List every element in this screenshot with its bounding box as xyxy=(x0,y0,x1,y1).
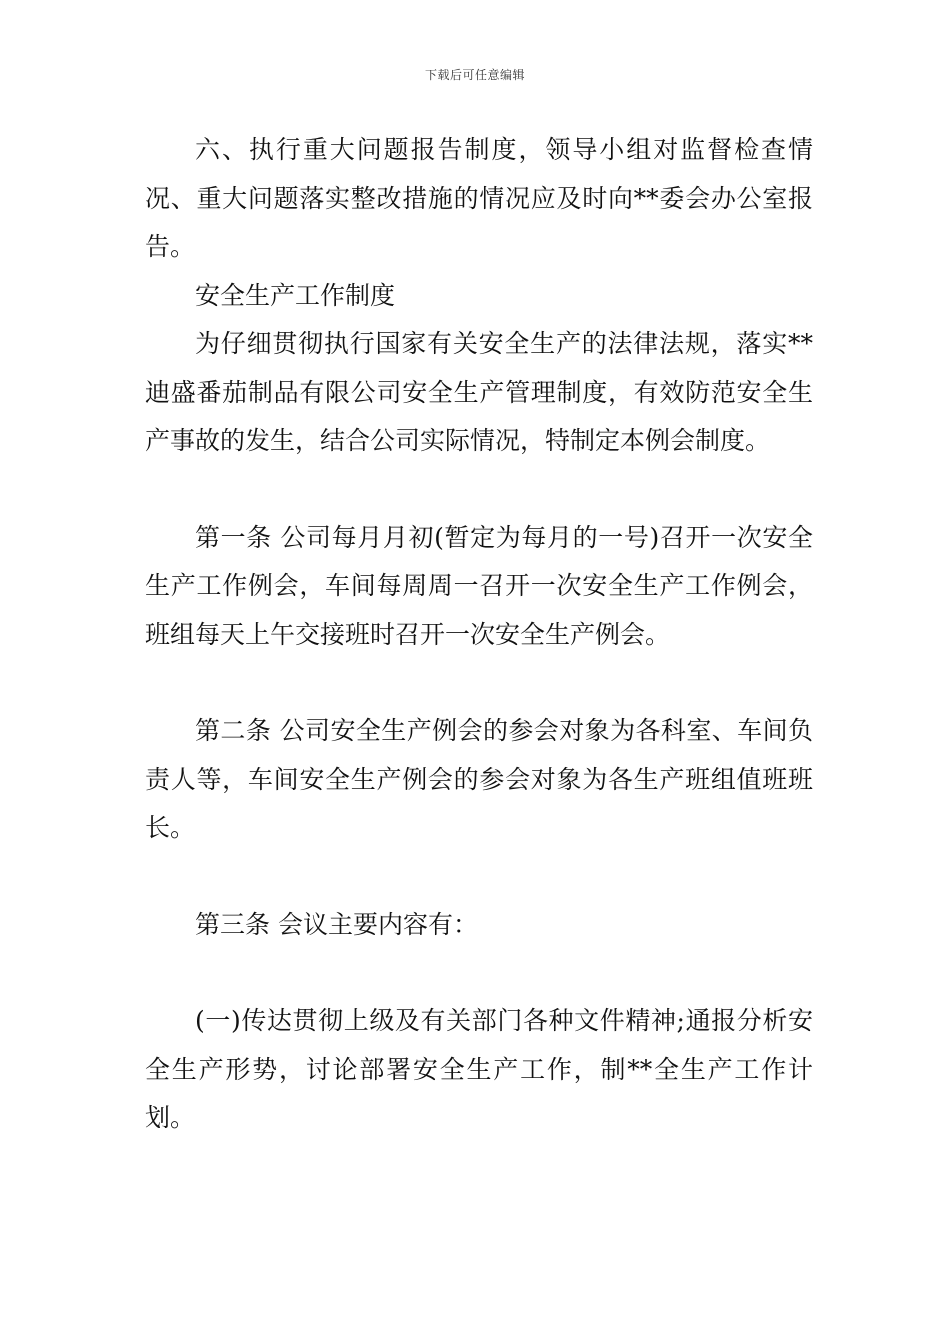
paragraph-article-3-item-1: (一)传达贯彻上级及有关部门各种文件精神;通报分析安全生产形势，讨论部署安全生产工作，制**全生产工作计划。 xyxy=(145,1006,813,1132)
paragraph-article-3: 第三条 会议主要内容有： xyxy=(195,909,478,939)
page-header: 下载后可任意编辑 xyxy=(424,68,525,82)
paragraph-article-2: 第二条 公司安全生产例会的参会对象为各科室、车间负责人等，车间安全生产例会的参会对象为各生产班组值班班长。 xyxy=(145,716,813,842)
section-title: 安全生产工作制度 xyxy=(195,280,396,310)
paragraph-item-six: 六、执行重大问题报告制度，领导小组对监督检查情况、重大问题落实整改措施的情况应及时向**委会办公室报告。 xyxy=(145,135,813,261)
document-body xyxy=(145,126,813,1143)
paragraph-article-1: 第一条 公司每月月初(暂定为每月的一号)召开一次安全生产工作例会，车间每周周一召开一次安全生产工作例会，班组每天上午交接班时召开一次安全生产例会。 xyxy=(145,522,813,649)
paragraph-intro: 为仔细贯彻执行国家有关安全生产的法律法规，落实**迪盛番茄制品有限公司安全生产管理制度，有效防范安全生产事故的发生，结合公司实际情况，特制定本例会制度。 xyxy=(145,329,813,455)
